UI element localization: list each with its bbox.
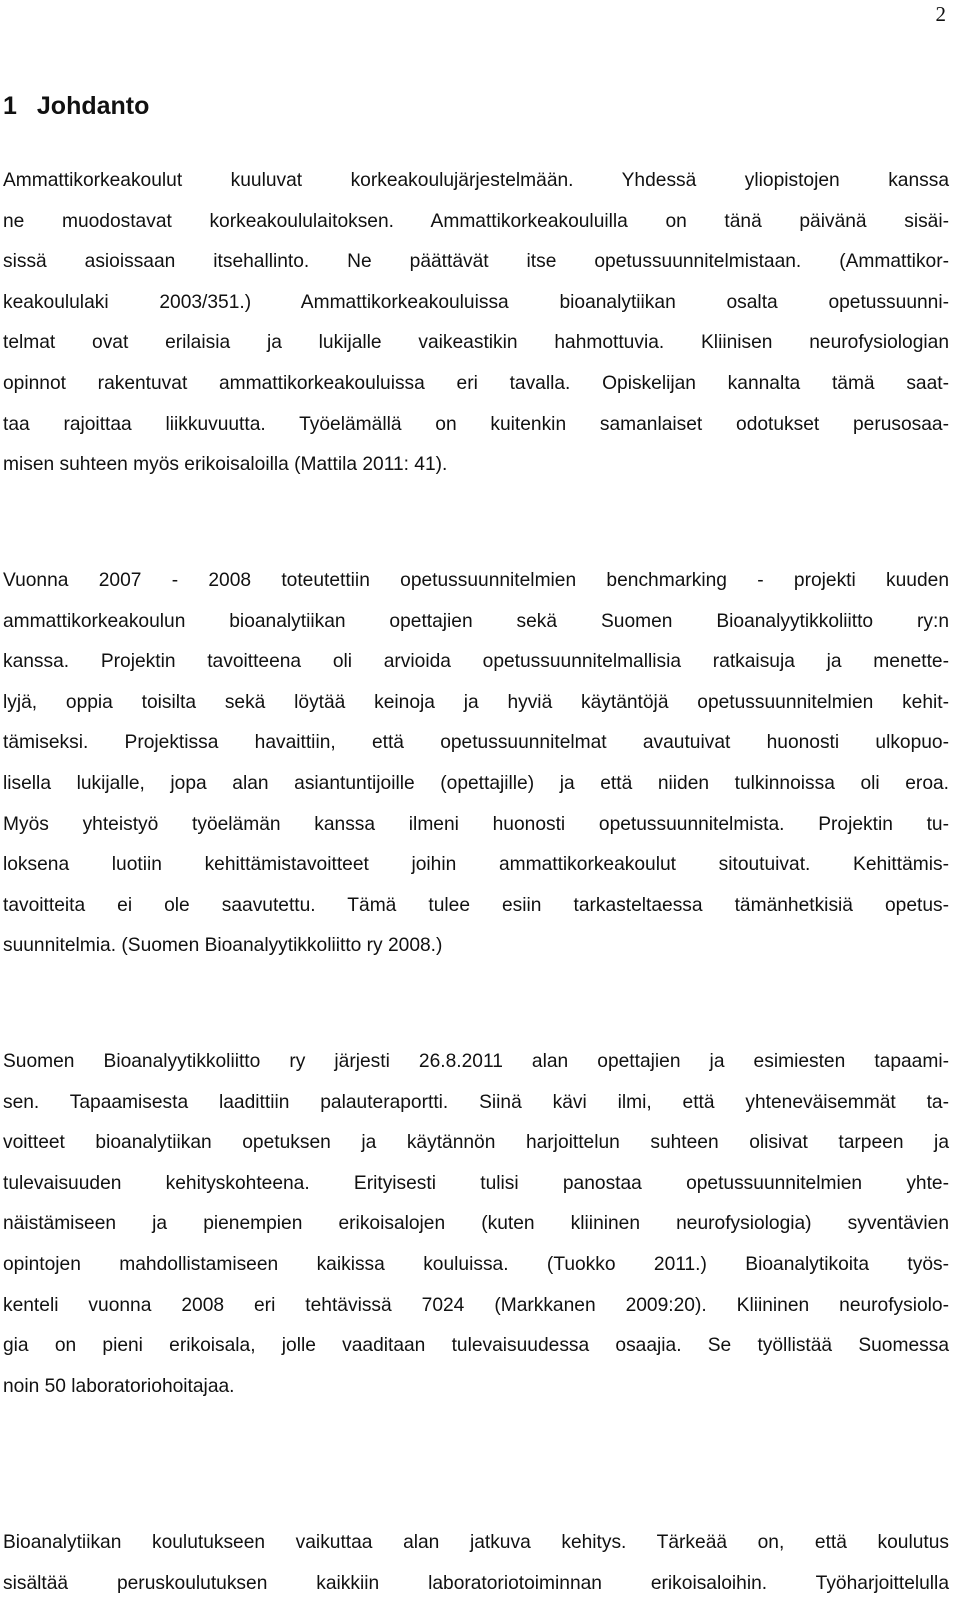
text-line: sisältää peruskoulutuksen kaikkiin laboratoriotoiminnan erikoisaloihin. Työharjoittelulla: [3, 1572, 949, 1594]
paragraph-3: [3, 1042, 949, 1407]
text-line: misen suhteen myös erikoisaloilla (Mattila 2011: 41).: [3, 454, 448, 476]
paragraph-2: [3, 561, 949, 967]
text-line: Suomen Bioanalyytikkoliitto ry järjesti 26.8.2011 alan opettajien ja esimiesten tapaami-: [3, 1051, 949, 1072]
text-line: Myös yhteistyö työelämän kanssa ilmeni huonosti opetussuunnitelmista. Projektin tu-: [3, 813, 949, 835]
text-line: näistämiseen ja pienempien erikoisalojen (kuten kliininen neurofysiologia) syventävien: [3, 1213, 949, 1235]
text-line: telmat ovat erilaisia ja lukijalle vaikeastikin hahmottuvia. Kliinisen neurofysiologian: [3, 332, 949, 354]
text-line: sen. Tapaamisesta laadittiin palauteraportti. Siinä kävi ilmi, että yhteneväisemmät ta-: [3, 1091, 949, 1113]
text-line: ammattikorkeakoulun bioanalytiikan opettajien sekä Suomen Bioanalyytikkoliitto ry:n: [3, 610, 949, 632]
text-line: ne muodostavat korkeakoululaitoksen. Ammattikorkeakouluilla on tänä päivänä sisäi-: [3, 210, 949, 232]
page-number: 2: [935, 2, 946, 26]
text-line: sissä asioissaan itsehallinto. Ne päättävät itse opetussuunnitelmistaan. (Ammattikor-: [3, 251, 949, 273]
paragraph-4: [3, 1523, 949, 1604]
text-line: noin 50 laboratoriohoitajaa.: [3, 1375, 235, 1397]
text-line: gia on pieni erikoisala, jolle vaaditaan tulevaisuudessa osaajia. Se työllistää Suomessa: [3, 1335, 949, 1357]
text-line: Ammattikorkeakoulut kuuluvat korkeakoulujärjestelmään. Yhdessä yliopistojen kanssa: [3, 170, 949, 191]
text-line: voitteet bioanalytiikan opetuksen ja käytännön harjoittelun suhteen olisivat tarpeen ja: [3, 1132, 949, 1154]
text-line: lyjä, oppia toisilta sekä löytää keinoja ja hyviä käytäntöjä opetussuunnitelmien kehit-: [3, 691, 949, 713]
text-line: opinnot rakentuvat ammattikorkeakouluissa eri tavalla. Opiskelijan kannalta tämä saat-: [3, 372, 949, 394]
text-line: taa rajoittaa liikkuvuutta. Työelämällä on kuitenkin samanlaiset odotukset perusosaa-: [3, 413, 949, 435]
text-line: suunnitelmia. (Suomen Bioanalyytikkoliitto ry 2008.): [3, 935, 443, 957]
text-line: loksena luotiin kehittämistavoitteet joihin ammattikorkeakoulut sitoutuivat. Kehittämis-: [3, 854, 949, 876]
paragraph-1: [3, 161, 949, 486]
text-line: keakoululaki 2003/351.) Ammattikorkeakouluissa bioanalytiikan osalta opetussuunni-: [3, 291, 949, 313]
chapter-title: Johdanto: [36, 92, 150, 120]
text-line: Bioanalytiikan koulutukseen vaikuttaa alan jatkuva kehitys. Tärkeää on, että koulutus: [3, 1532, 949, 1553]
text-line: lisella lukijalle, jopa alan asiantuntijoille (opettajille) ja että niiden tulkinnoissa oli eroa.: [3, 772, 949, 794]
text-line: tavoitteita ei ole saavutettu. Tämä tulee esiin tarkasteltaessa tämänhetkisiä opetus-: [3, 894, 949, 916]
text-line: Vuonna 2007 - 2008 toteutettiin opetussuunnitelmien benchmarking - projekti kuuden: [3, 570, 949, 591]
chapter-number: 1: [3, 92, 17, 120]
text-line: kanssa. Projektin tavoitteena oli arvioida opetussuunnitelmallisia ratkaisuja ja menette-: [3, 651, 949, 673]
text-line: opintojen mahdollistamiseen kaikissa kouluissa. (Tuokko 2011.) Bioanalytikoita työs-: [3, 1253, 949, 1275]
chapter-heading: [3, 92, 149, 121]
text-line: tulevaisuuden kehityskohteena. Erityisesti tulisi panostaa opetussuunnitelmien yhte-: [3, 1172, 949, 1194]
text-line: kenteli vuonna 2008 eri tehtävissä 7024 (Markkanen 2009:20). Kliininen neurofysiolo-: [3, 1294, 949, 1316]
text-line: tämiseksi. Projektissa havaittiin, että opetussuunnitelmat avautuivat huonosti ulkopuo-: [3, 732, 949, 754]
